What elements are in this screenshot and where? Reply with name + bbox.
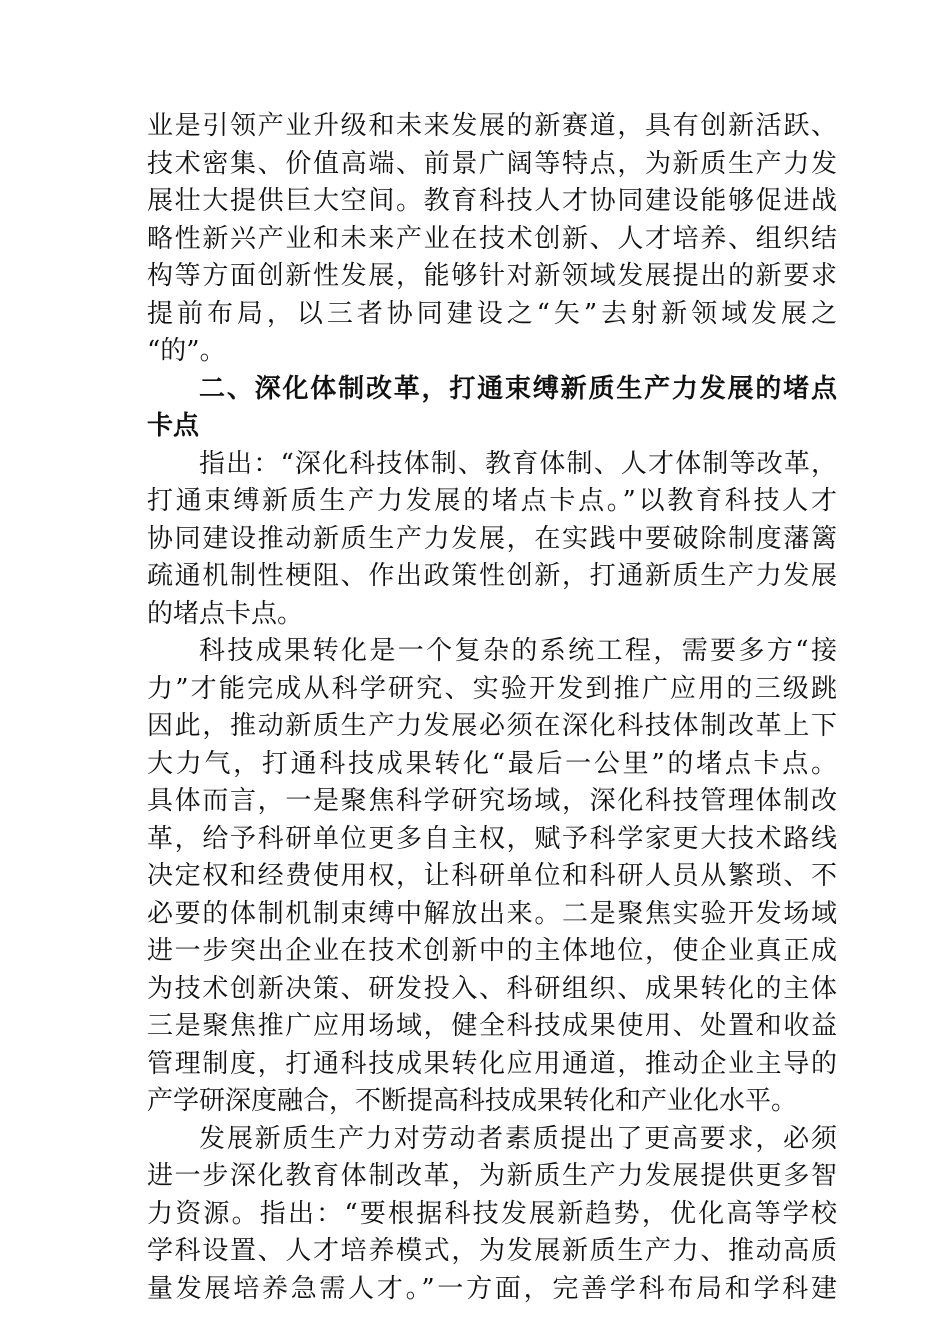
section-heading	[147, 371, 837, 446]
text-line: 必要的体制机制束缚中解放出来。二是聚焦实验开发场域	[147, 898, 837, 929]
text-line: 管理制度，打通科技成果转化应用通道，推动企业主导的	[147, 1048, 837, 1079]
text-line: 三是聚焦推广应用场域，健全科技成果使用、处置和收益	[147, 1011, 837, 1041]
text-line: 疏通机制性梗阻、作出政策性创新，打通新质生产力发展	[147, 561, 837, 591]
text-line: 发展新质生产力对劳动者素质提出了更高要求，必须	[199, 1123, 837, 1154]
text-line: 打通束缚新质生产力发展的堵点卡点。”以教育科技人才	[147, 486, 837, 516]
text-line: 略性新兴产业和未来产业在技术创新、人才培养、组织结	[147, 223, 837, 254]
text-line: “的”。	[147, 336, 226, 366]
text-line: 量发展培养急需人才。”一方面，完善学科布局和学科建	[147, 1273, 837, 1304]
text-line: 力资源。指出：“要根据科技发展新趋势，优化高等学校	[147, 1198, 837, 1229]
text-line: 学科设置、人才培养模式，为发展新质生产力、推动高质	[147, 1236, 837, 1266]
text-line: 大力气，打通科技成果转化“最后一公里”的堵点卡点。	[147, 748, 837, 779]
text-line: 提前布局，以三者协同建设之“矢”去射新领域发展之	[147, 298, 837, 329]
text-line: 指出：“深化科技体制、教育体制、人才体制等改革，	[199, 448, 837, 479]
text-line: 的堵点卡点。	[147, 598, 304, 629]
text-line: 业是引领产业升级和未来发展的新赛道，具有创新活跃、	[147, 111, 837, 141]
text-line: 力”才能完成从科学研究、实验开发到推广应用的三级跳	[147, 673, 837, 704]
text-line: 展壮大提供巨大空间。教育科技人才协同建设能够促进战	[147, 186, 837, 216]
text-line: 产学研深度融合，不断提高科技成果转化和产业化水平。	[147, 1086, 798, 1116]
text-line: 协同建设推动新质生产力发展，在实践中要破除制度藩篱	[147, 523, 837, 554]
text-line: 为技术创新决策、研发投入、科研组织、成果转化的主体	[147, 973, 837, 1004]
text-line: 构等方面创新性发展，能够针对新领域发展提出的新要求	[147, 261, 837, 291]
heading-line: 二、深化体制改革，打通束缚新质生产力发展的堵点	[199, 373, 837, 404]
document-body	[147, 108, 837, 1308]
text-line: 进一步突出企业在技术创新中的主体地位，使企业真正成	[147, 936, 837, 966]
paragraph	[147, 633, 837, 1121]
paragraph	[147, 1121, 837, 1309]
text-line: 革，给予科研单位更多自主权，赋予科学家更大技术路线	[147, 823, 837, 854]
paragraph	[147, 446, 837, 634]
text-line: 因此，推动新质生产力发展必须在深化科技体制改革上下	[147, 711, 837, 741]
paragraph	[147, 108, 837, 371]
text-line: 科技成果转化是一个复杂的系统工程，需要多方“接	[199, 636, 837, 666]
text-line: 具体而言，一是聚焦科学研究场域，深化科技管理体制改	[147, 786, 837, 816]
text-line: 进一步深化教育体制改革，为新质生产力发展提供更多智	[147, 1161, 837, 1191]
heading-line: 卡点	[147, 411, 200, 441]
text-line: 决定权和经费使用权，让科研单位和科研人员从繁琐、不	[147, 861, 837, 891]
text-line: 技术密集、价值高端、前景广阔等特点，为新质生产力发	[147, 148, 837, 179]
